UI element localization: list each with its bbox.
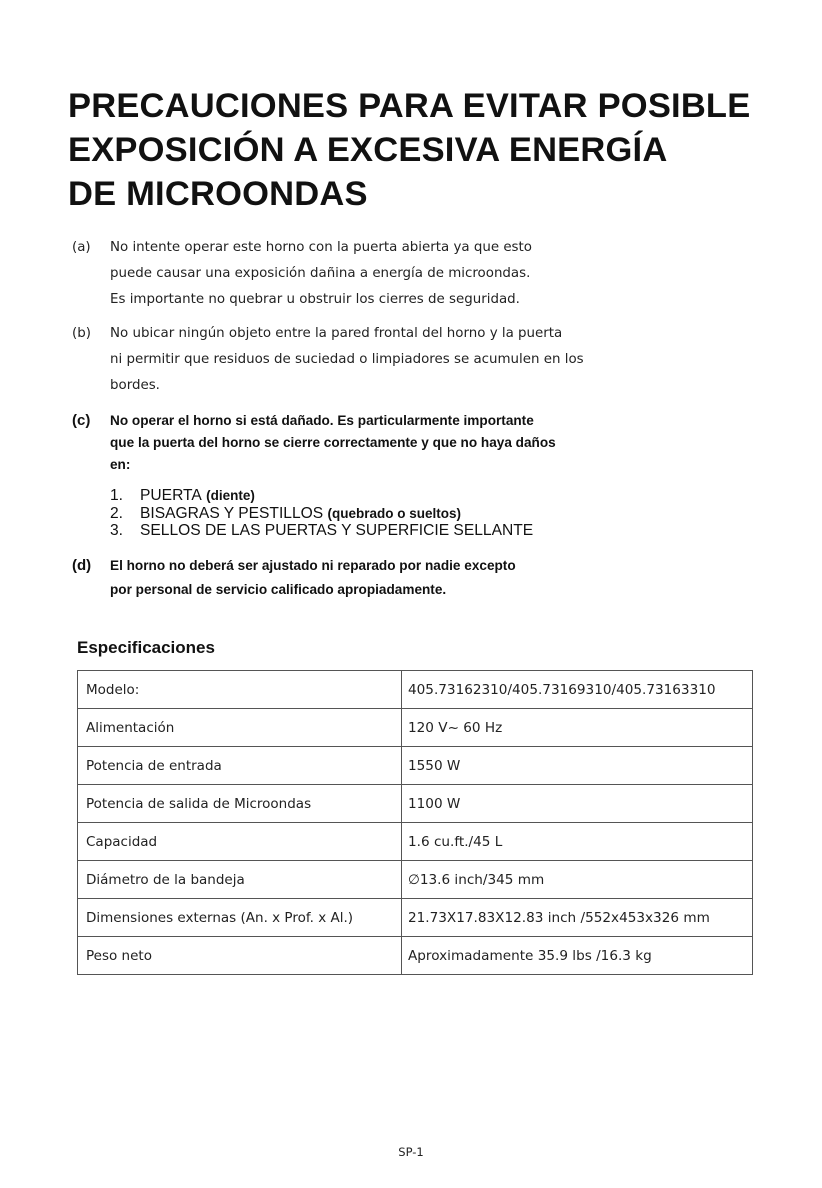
- table-row: Alimentación 120 V~ 60 Hz: [78, 709, 753, 747]
- page-number: SP-1: [398, 1145, 424, 1159]
- page-title: [68, 84, 768, 216]
- table-row: Potencia de entrada 1550 W: [78, 747, 753, 785]
- precaution-a-line-2: puede causar una exposición dañina a energía de microondas.: [110, 266, 531, 281]
- precaution-b-line-1: No ubicar ningún objeto entre la pared frontal del horno y la puerta: [110, 326, 563, 341]
- precaution-c-label: (c): [72, 412, 91, 429]
- table-row: Diámetro de la bandeja ∅13.6 inch/345 mm: [78, 861, 753, 899]
- table-row: Potencia de salida de Microondas 1100 W: [78, 785, 753, 823]
- table-row: Dimensiones externas (An. x Prof. x Al.) 21.73X17.83X12.83 inch /552x453x326 mm: [78, 899, 753, 937]
- precaution-a-line-1: No intente operar este horno con la puerta abierta ya que esto: [110, 240, 532, 255]
- precaution-d-label: (d): [72, 557, 92, 574]
- list-item: 1. PUERTA (diente): [110, 487, 255, 504]
- precaution-d-line-1: El horno no deberá ser ajustado ni reparado por nadie excepto: [110, 558, 516, 573]
- precaution-b-line-3: bordes.: [110, 378, 160, 393]
- specifications-table: [77, 670, 753, 975]
- specifications-heading: Especificaciones: [77, 638, 215, 657]
- list-item: 3. SELLOS DE LAS PUERTAS Y SUPERFICIE SELLANTE: [110, 522, 534, 539]
- precaution-d: [72, 554, 516, 602]
- damage-list: [110, 487, 533, 540]
- precaution-c-line-1: No operar el horno si está dañado. Es particularmente importante: [110, 413, 534, 428]
- precaution-c-line-2: que la puerta del horno se cierre correctamente y que no haya daños: [110, 435, 556, 450]
- precaution-c-line-3: en:: [110, 457, 131, 472]
- title-line-3: DE MICROONDAS: [68, 175, 368, 213]
- precaution-a: [72, 235, 532, 313]
- table-row: Modelo: 405.73162310/405.73169310/405.73163310: [78, 671, 753, 709]
- table-row: Peso neto Aproximadamente 35.9 lbs /16.3 kg: [78, 937, 753, 975]
- precaution-b-line-2: ni permitir que residuos de suciedad o limpiadores se acumulen en los: [110, 352, 584, 367]
- title-line-1: PRECAUCIONES PARA EVITAR POSIBLE: [68, 87, 751, 125]
- precaution-a-label: (a): [72, 240, 91, 255]
- precaution-c: [72, 410, 556, 476]
- list-item: 2. BISAGRAS Y PESTILLOS (quebrado o sueltos): [110, 504, 462, 522]
- title-line-2: EXPOSICIÓN A EXCESIVA ENERGÍA: [68, 131, 668, 169]
- table-row: Capacidad 1.6 cu.ft./45 L: [78, 823, 753, 861]
- precaution-b-label: (b): [72, 326, 91, 341]
- precaution-b: [72, 321, 584, 399]
- precaution-d-line-2: por personal de servicio calificado apropiadamente.: [110, 582, 447, 597]
- precaution-a-line-3: Es importante no quebrar u obstruir los cierres de seguridad.: [110, 292, 520, 307]
